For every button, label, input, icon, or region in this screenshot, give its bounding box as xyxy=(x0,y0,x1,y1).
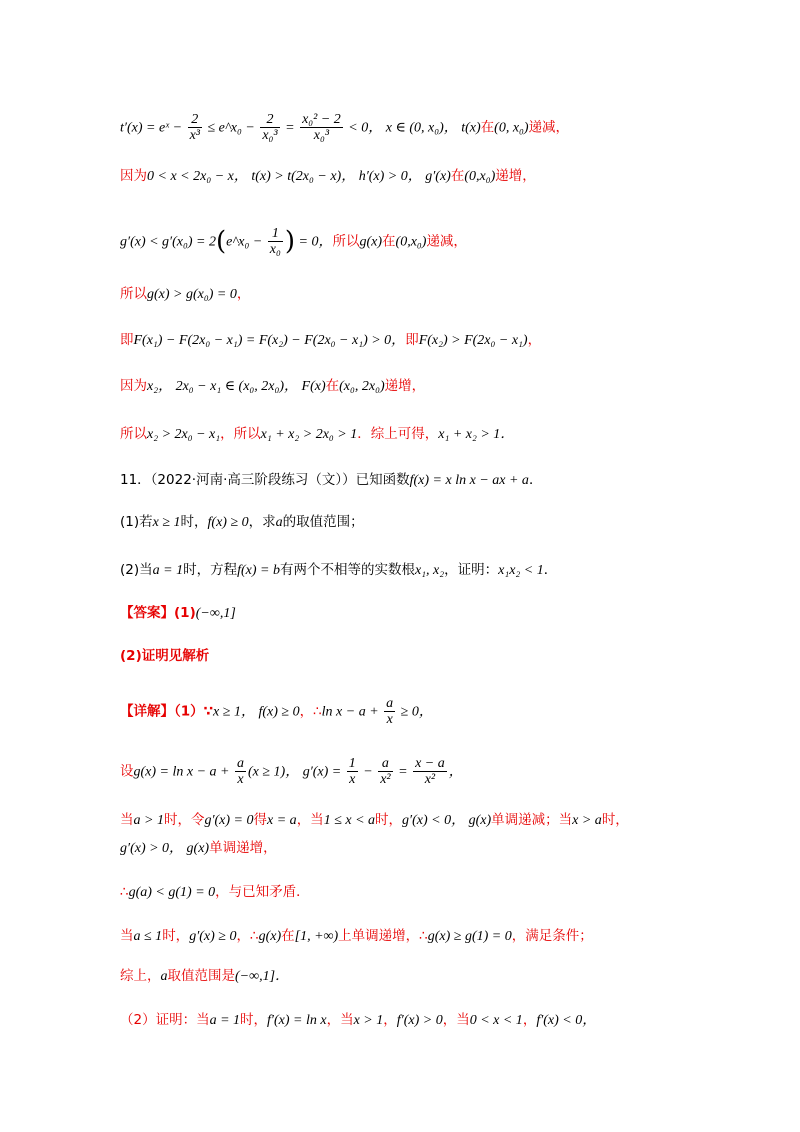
question-11-stem: 11．（2022·河南·高三阶段练习（文））已知函数f(x) = x ln x − ax + a． xyxy=(120,472,543,488)
fraction: $\frac{x - a}{\text{x²}}$ xyxy=(415,756,445,787)
detail-line-5: ∴g(a) < g(1) = 0，与已知矛盾． xyxy=(120,884,310,900)
answer-part-2: (2)证明见解析 xyxy=(120,648,210,664)
answer-label: 【答案】(1)(−∞,1] xyxy=(120,605,236,621)
detail-line-3: 当a > 1时，令g′(x) = 0得x = a，当1 ≤ x < a时，g′(x) < 0， g(x)单调递减；当x > a时， xyxy=(120,812,629,828)
fraction: $\frac{2}{\text{x³}}$ xyxy=(189,112,200,143)
solution-line-7: 所以x₂ > 2x₀ − x₁，所以x₁ + x₂ > 2x₀ > 1．综上可得，x₁ + x₂ > 1． xyxy=(120,426,515,442)
solution-line-1: t′(x) = eˣ − $\frac{2}{\text{x³}}$ ≤ e^x₀ − $\frac{2}{\text{x₀³}}$ = $\frac{\text{x₀² − 2}}{\text{x₀³}}$ < 0， x ∈ (0, x₀)， t(x)在(0, x₀)递减， xyxy=(120,112,570,143)
detail-line-1: 【详解】（1）∵x ≥ 1， f(x) ≥ 0，∴ln x − a + $\frac{a}{x}$ ≥ 0， xyxy=(120,696,433,727)
detail-line-4: g′(x) > 0， g(x)单调递增， xyxy=(120,840,277,856)
detail-line-2: 设g(x) = ln x − a + $\frac{a}{x}$ (x ≥ 1)， g′(x) = $\frac{1}{x}$ − $\frac{a}{\text{x²}}$ = $\frac{x - a}{\text{x²}}$ ， xyxy=(120,756,463,787)
fraction: $\frac{\text{x₀² − 2}}{\text{x₀³}}$ xyxy=(302,112,341,143)
solution-line-3: g′(x) < g′(x₀) = 2(e^x₀ − $\frac{1}{\text{x₀}}$ ) = 0，所以g(x)在(0,x₀)递减， xyxy=(120,226,467,257)
fraction: $\frac{a}{x}$ xyxy=(386,696,394,727)
question-11-part-1: (1)若x ≥ 1时，f(x) ≥ 0，求a的取值范围； xyxy=(120,514,364,530)
fraction: $\frac{1}{\text{x₀}}$ xyxy=(269,226,281,257)
detail-line-7: 综上，a取值范围是(−∞,1]． xyxy=(120,968,290,984)
detail-line-6: 当a ≤ 1时，g′(x) ≥ 0，∴g(x)在[1, +∞)上单调递增，∴g(x) ≥ g(1) = 0，满足条件； xyxy=(120,928,593,944)
solution-line-6: 因为x₂， 2x₀ − x₁ ∈ (x₀, 2x₀)， F(x)在(x₀, 2x₀)递增， xyxy=(120,378,426,394)
fraction: $\frac{2}{\text{x₀³}}$ xyxy=(262,112,278,143)
solution-line-2: 因为0 < x < 2x₀ − x， t(x) > t(2x₀ − x)， h′(x) > 0， g′(x)在(0,x₀)递增， xyxy=(120,168,536,184)
detail-line-8: （2）证明：当a = 1时，f′(x) = ln x，当x > 1，f′(x) > 0，当0 < x < 1，f′(x) < 0， xyxy=(120,1012,597,1028)
fraction: $\frac{1}{x}$ xyxy=(348,756,356,787)
fraction: $\frac{a}{x}$ xyxy=(236,756,244,787)
solution-line-5: 即F(x₁) − F(2x₀ − x₁) = F(x₂) − F(2x₀ − x₁) > 0，即F(x₂) > F(2x₀ − x₁)， xyxy=(120,332,542,348)
question-11-part-2: (2)当a = 1时，方程f(x) = b有两个不相等的实数根x₁, x₂，证明：x₁x₂ < 1． xyxy=(120,562,558,578)
math: t′(x) = eˣ − xyxy=(120,120,186,136)
solution-line-4: 所以g(x) > g(x₀) = 0， xyxy=(120,286,251,302)
fraction: $\frac{a}{\text{x²}}$ xyxy=(380,756,391,787)
